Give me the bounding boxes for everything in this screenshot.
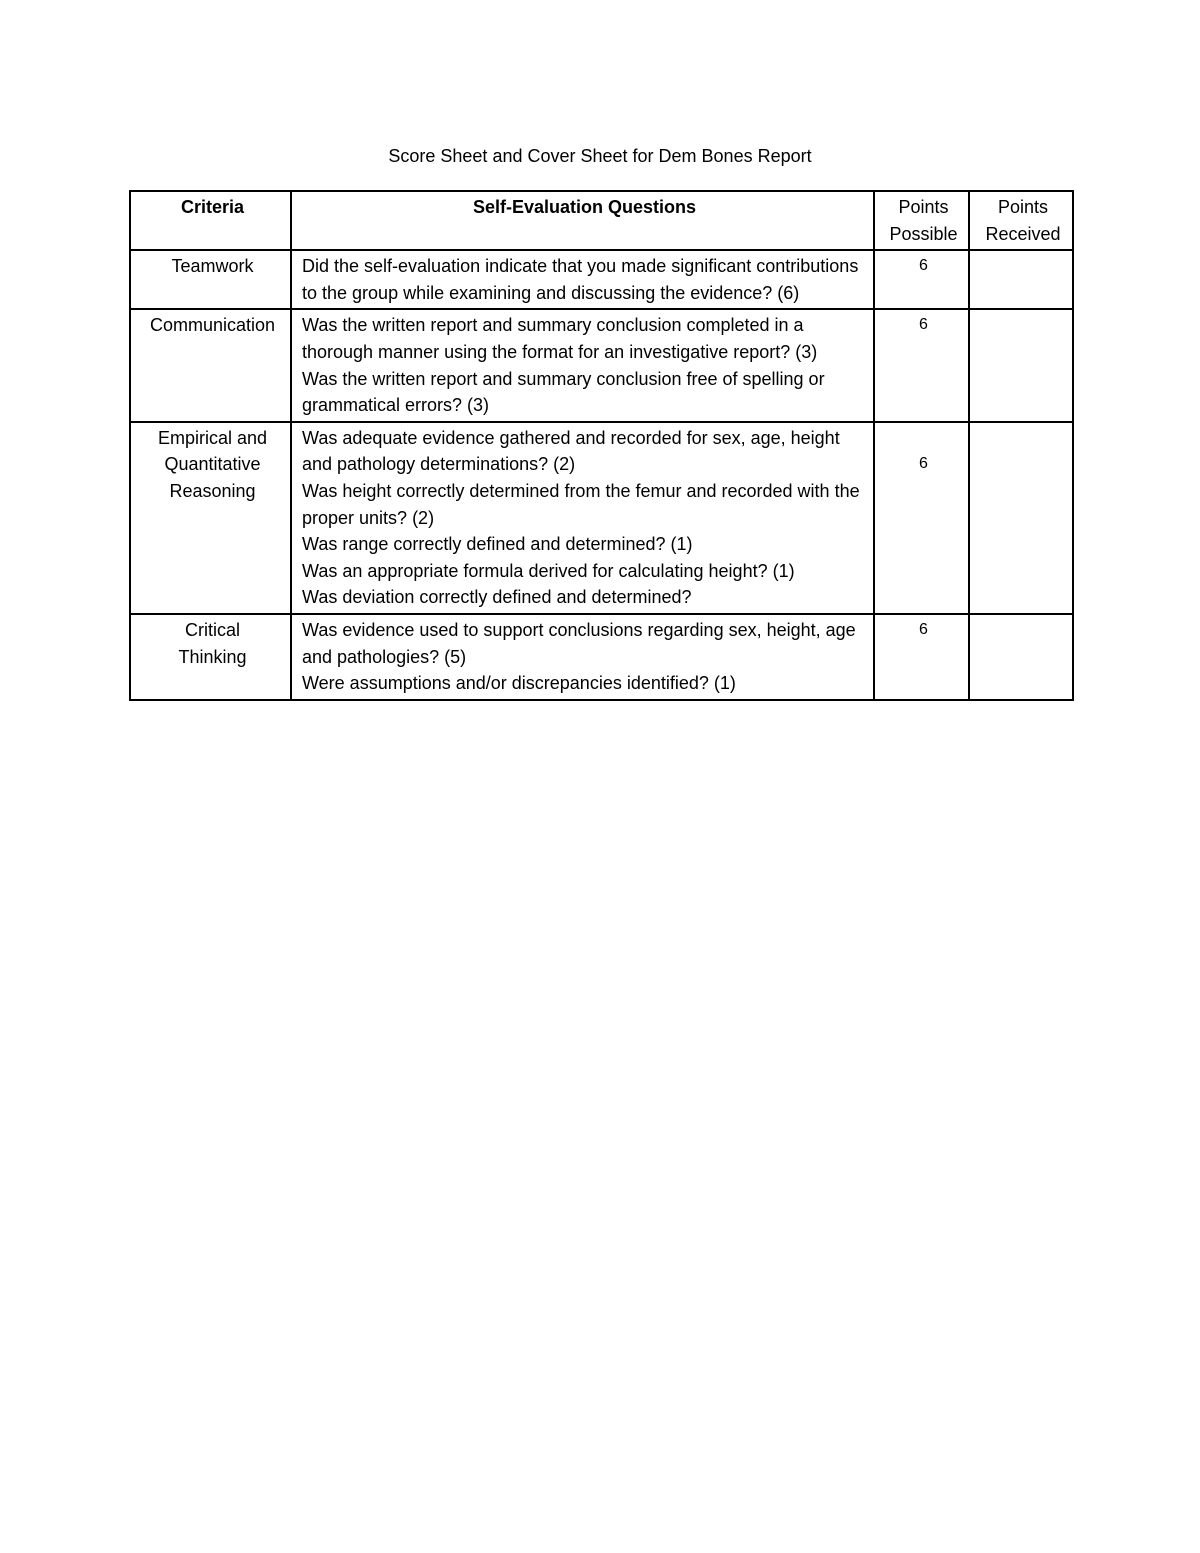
criteria-header bbox=[130, 191, 291, 250]
criteria-cell bbox=[130, 422, 291, 614]
question-text: Was the written report and summary conclusion completed in a thorough manner using the format for an investigative report? (3) bbox=[302, 315, 818, 362]
question-text: Was evidence used to support conclusions regarding sex, height, age and pathologies? (5) bbox=[302, 619, 856, 667]
questions-header bbox=[291, 191, 874, 250]
table-row-critical-thinking bbox=[130, 614, 1073, 700]
criteria-label: Critical Thinking bbox=[178, 619, 247, 667]
points-possible-value: 6 bbox=[919, 620, 928, 638]
questions-header-label: Self-Evaluation Questions bbox=[472, 197, 697, 217]
criteria-cell bbox=[130, 250, 291, 309]
criteria-header-label: Criteria bbox=[180, 197, 245, 217]
points-possible-cell bbox=[874, 422, 969, 614]
question-text: Were assumptions and/or discrepancies identified? (1) bbox=[302, 673, 736, 694]
question-text: Was deviation correctly defined and determined? bbox=[302, 587, 692, 608]
points-received-header bbox=[969, 191, 1073, 250]
question-text: Was height correctly determined from the femur and recorded with the proper units? (2) bbox=[302, 480, 860, 528]
questions-cell bbox=[291, 422, 874, 614]
question-text: Was an appropriate formula derived for calculating height? (1) bbox=[302, 560, 795, 581]
points-possible-header-line2: Possible bbox=[889, 223, 958, 244]
points-possible-value: 6 bbox=[919, 316, 928, 334]
header-row bbox=[130, 191, 1073, 250]
table-row-empirical-reasoning bbox=[130, 422, 1073, 614]
points-possible-cell bbox=[874, 309, 969, 421]
points-possible-value: 6 bbox=[919, 455, 928, 473]
document-title: Score Sheet and Cover Sheet for Dem Bones Report bbox=[388, 146, 812, 166]
points-received-cell[interactable] bbox=[969, 309, 1073, 421]
questions-cell bbox=[291, 250, 874, 309]
points-possible-value: 6 bbox=[919, 257, 928, 275]
criteria-cell bbox=[130, 309, 291, 421]
points-received-cell[interactable] bbox=[969, 422, 1073, 614]
score-table bbox=[129, 190, 1074, 701]
points-received-cell[interactable] bbox=[969, 614, 1073, 700]
question-text: Was adequate evidence gathered and recorded for sex, age, height and pathology determinations? (2) bbox=[302, 427, 840, 475]
criteria-label: Communication bbox=[149, 315, 276, 336]
table-row-communication bbox=[130, 309, 1073, 421]
points-possible-cell bbox=[874, 614, 969, 700]
table-row-teamwork bbox=[130, 250, 1073, 309]
points-received-header-line1: Points bbox=[997, 197, 1049, 217]
question-text: Did the self-evaluation indicate that you made significant contributions to the group while examining and discussing the evidence? (6) bbox=[302, 256, 859, 303]
points-possible-cell bbox=[874, 250, 969, 309]
points-spacer bbox=[885, 425, 962, 452]
criteria-cell bbox=[130, 614, 291, 700]
points-possible-header-line1: Points bbox=[898, 197, 949, 217]
points-received-cell[interactable] bbox=[969, 250, 1073, 309]
questions-cell bbox=[291, 309, 874, 421]
points-possible-header bbox=[874, 191, 969, 250]
questions-cell bbox=[291, 614, 874, 700]
question-text: Was range correctly defined and determined? (1) bbox=[302, 534, 693, 555]
criteria-label: Teamwork bbox=[171, 256, 254, 277]
points-received-header-line2: Received bbox=[985, 223, 1061, 244]
criteria-label: Empirical and Quantitative Reasoning bbox=[157, 427, 268, 501]
question-text: Was the written report and summary conclusion free of spelling or grammatical errors? (3) bbox=[302, 368, 825, 416]
